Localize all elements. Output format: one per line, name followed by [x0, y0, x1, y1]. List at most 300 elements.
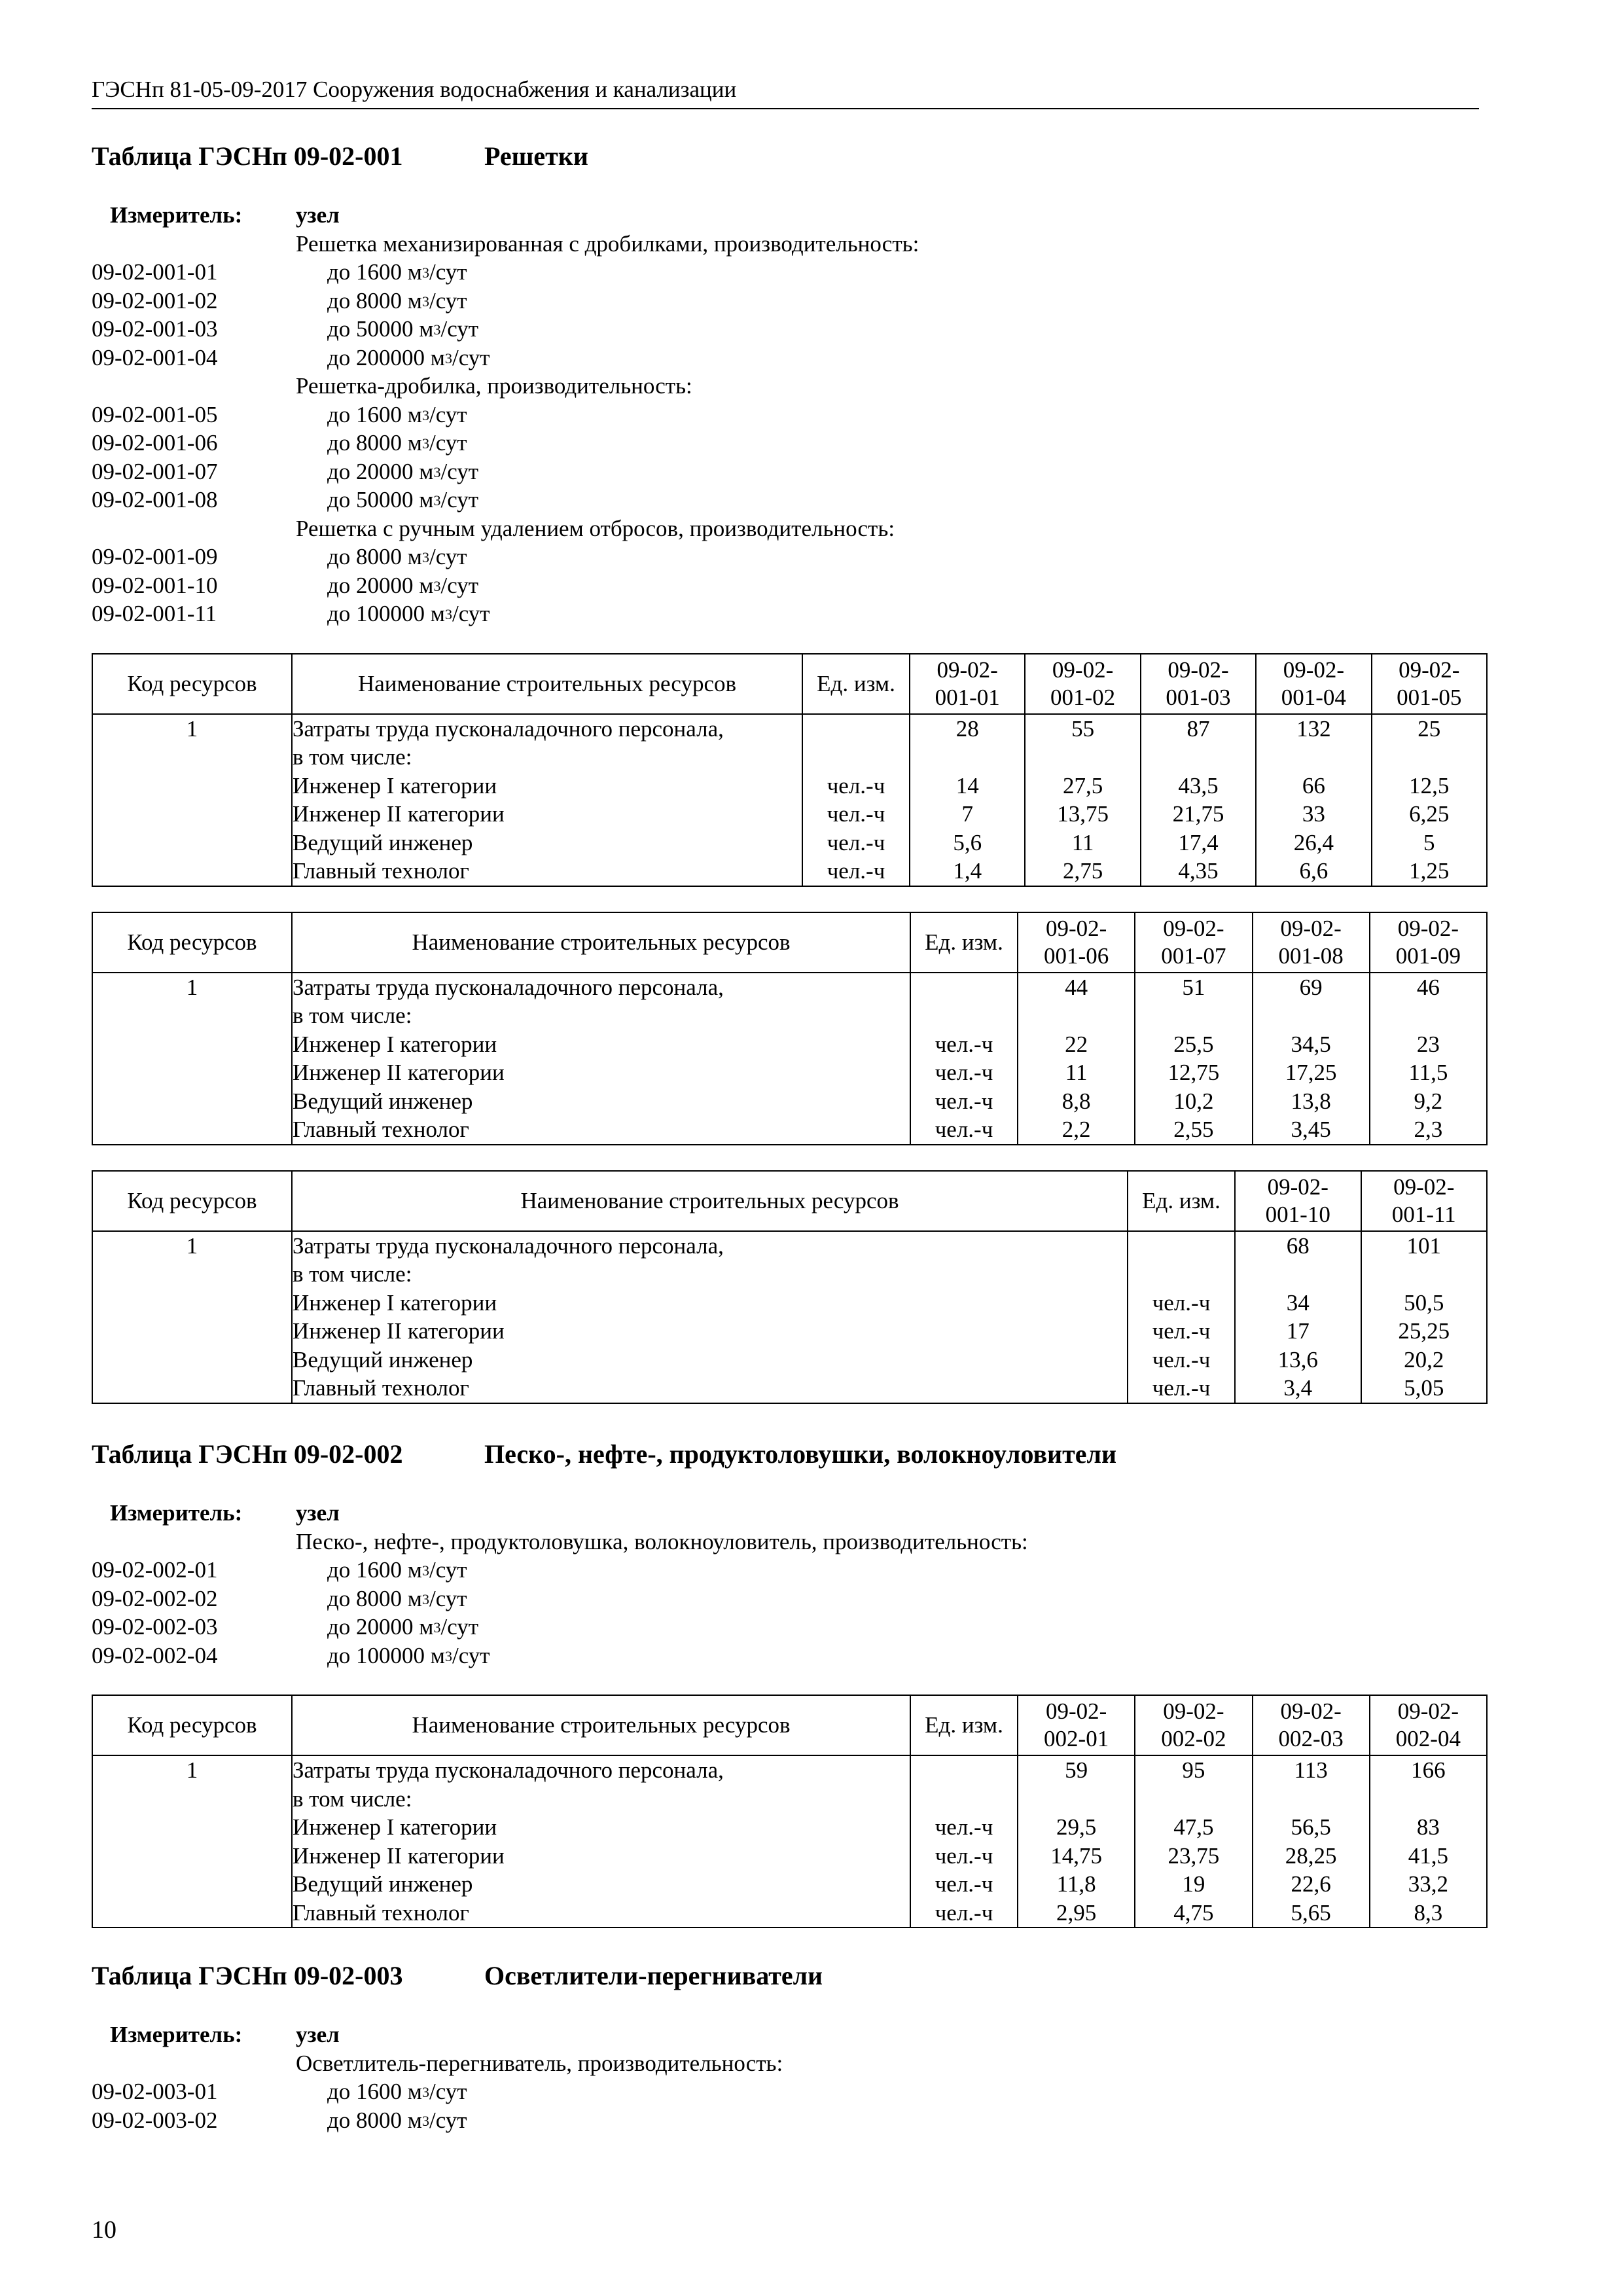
- header-norm-code: [1135, 1695, 1252, 1755]
- capacity-unit: /сут: [429, 401, 467, 427]
- resource-names-cell: [292, 1231, 1128, 1403]
- resource-name: Главный технолог: [293, 858, 469, 884]
- value-cell: 47,5: [1173, 1814, 1214, 1840]
- value-cell: 28,25: [1285, 1842, 1337, 1869]
- section-09-02-003: [92, 1960, 1479, 2134]
- resource-name: Главный технолог: [293, 1375, 469, 1401]
- value-cell: 44: [1065, 974, 1088, 1000]
- resource-name: Главный технолог: [293, 1117, 469, 1142]
- value-cell: 25: [1418, 715, 1441, 742]
- resource-unit: чел.-ч: [1152, 1346, 1211, 1372]
- resource-units-cell: [910, 1755, 1018, 1928]
- resource-code: 1: [186, 715, 198, 742]
- value-cell: 6,25: [1409, 801, 1450, 827]
- list-item: [92, 1556, 1479, 1585]
- list-item: [92, 258, 1479, 287]
- header-code: Код ресурсов: [92, 912, 292, 973]
- header-norm-code: [1372, 654, 1487, 714]
- resource-name: Затраты труда пусконаладочного персонала,: [293, 974, 724, 1000]
- item-code: 09-02-002-03: [92, 1614, 218, 1640]
- value-column: [1135, 1755, 1252, 1928]
- item-code: 09-02-002-01: [92, 1557, 218, 1583]
- capacity-unit: /сут: [440, 458, 479, 484]
- value-blank: [1018, 1001, 1134, 1030]
- value-cell: 25,5: [1173, 1031, 1214, 1057]
- norm-code-line2: 001-07: [1161, 942, 1226, 969]
- capacity-unit: /сут: [452, 1642, 490, 1668]
- value-cell: 13,75: [1057, 801, 1109, 827]
- resource-name: Инженер II категории: [293, 1060, 505, 1085]
- capacity-text: до 8000 м: [327, 1585, 422, 1611]
- table-number: Таблица ГЭСНп 09-02-003: [92, 1961, 403, 1990]
- item-code: 09-02-001-11: [92, 601, 217, 626]
- norm-code-line1: 09-02-: [1163, 915, 1224, 941]
- list-item: [92, 344, 1479, 372]
- value-cell: 5,65: [1291, 1899, 1331, 1926]
- norm-code-line1: 09-02-: [1393, 1174, 1455, 1200]
- meter-row: [92, 201, 1479, 230]
- list-item: [92, 1585, 1479, 1613]
- capacity-text: до 50000 м: [327, 487, 434, 512]
- resource-unit: чел.-ч: [827, 801, 885, 827]
- list-item: [92, 1641, 1479, 1670]
- group-heading: Осветлитель-перегниватель, производительность:: [296, 2050, 783, 2076]
- item-code: 09-02-003-02: [92, 2107, 218, 2133]
- item-capacity: [327, 543, 467, 571]
- list-item: [92, 543, 1479, 571]
- item-capacity: [327, 2077, 467, 2106]
- capacity-text: до 20000 м: [327, 572, 434, 598]
- capacity-unit: /сут: [452, 344, 490, 370]
- resource-unit: чел.-ч: [935, 1871, 993, 1897]
- resource-unit: [1128, 1232, 1234, 1261]
- norm-code-line2: 001-03: [1166, 684, 1231, 710]
- value-cell: 34: [1286, 1289, 1310, 1316]
- resource-table: [92, 1170, 1488, 1404]
- resource-unit: чел.-ч: [827, 829, 885, 855]
- capacity-sup: 3: [433, 321, 441, 338]
- value-cell: 11: [1071, 829, 1094, 855]
- resource-table: [92, 1695, 1488, 1928]
- value-cell: 28: [955, 715, 979, 742]
- header-unit: Ед. изм.: [802, 654, 910, 714]
- resource-name: Ведущий инженер: [293, 1871, 473, 1897]
- value-cell: 27,5: [1062, 772, 1103, 798]
- resource-names-cell: [292, 1755, 910, 1928]
- item-capacity: [327, 2106, 467, 2135]
- header-norm-code: [1235, 1171, 1361, 1231]
- value-cell: 22: [1065, 1031, 1088, 1057]
- value-cell: 13,8: [1291, 1088, 1331, 1114]
- item-code: 09-02-001-04: [92, 344, 218, 370]
- capacity-sup: 3: [444, 1647, 452, 1664]
- resource-code: 1: [186, 1757, 198, 1783]
- capacity-unit: /сут: [452, 601, 490, 626]
- norm-code-line1: 09-02-: [1280, 1698, 1342, 1724]
- resource-unit: [911, 1785, 1017, 1814]
- item-code: 09-02-001-05: [92, 401, 218, 427]
- value-column: [1256, 714, 1371, 886]
- capacity-unit: /сут: [429, 544, 467, 569]
- section-title: [92, 141, 1479, 172]
- item-code: 09-02-003-01: [92, 2079, 218, 2104]
- resource-unit: чел.-ч: [935, 1814, 993, 1840]
- capacity-sup: 3: [433, 492, 441, 509]
- norm-code-line1: 09-02-: [1045, 1698, 1107, 1724]
- item-capacity: [327, 600, 490, 628]
- resource-unit: чел.-ч: [935, 1031, 993, 1057]
- value-column: [1253, 973, 1370, 1145]
- value-cell: 41,5: [1408, 1842, 1448, 1869]
- section-title: [92, 1439, 1479, 1470]
- resource-name: Инженер I категории: [293, 1814, 497, 1840]
- resource-unit: [911, 1756, 1017, 1785]
- value-cell: 4,35: [1178, 858, 1219, 884]
- meter-value: узел: [296, 1500, 340, 1526]
- value-cell: 1,4: [953, 858, 982, 884]
- value-cell: 46: [1416, 974, 1440, 1000]
- capacity-text: до 8000 м: [327, 430, 422, 456]
- header-norm-code: [1253, 912, 1370, 973]
- item-capacity: [327, 287, 467, 315]
- item-capacity: [327, 401, 467, 429]
- value-cell: 12,75: [1168, 1060, 1220, 1085]
- value-blank: [1372, 743, 1486, 772]
- resource-unit: чел.-ч: [935, 1899, 993, 1926]
- value-cell: 10,2: [1173, 1088, 1214, 1114]
- capacity-text: до 100000 м: [327, 601, 445, 626]
- item-code: 09-02-001-02: [92, 287, 218, 314]
- resource-unit: чел.-ч: [827, 858, 885, 884]
- header-unit: Ед. изм.: [1128, 1171, 1235, 1231]
- value-column: [1370, 1755, 1487, 1928]
- header-norm-code: [1018, 912, 1135, 973]
- resource-name: Инженер II категории: [293, 801, 505, 827]
- value-blank: [1362, 1260, 1487, 1289]
- value-cell: 5,6: [953, 829, 982, 855]
- item-capacity: [327, 1556, 467, 1585]
- item-code: 09-02-001-09: [92, 544, 218, 569]
- norm-code-line1: 09-02-: [1163, 1698, 1224, 1724]
- capacity-text: до 100000 м: [327, 1642, 445, 1668]
- table-row: [92, 714, 1487, 886]
- resource-code-cell: [92, 1755, 292, 1928]
- norm-code-line2: 001-04: [1281, 684, 1346, 710]
- resource-units-cell: [1128, 1231, 1235, 1403]
- list-item: [92, 315, 1479, 344]
- meter-value: узел: [296, 2022, 340, 2047]
- item-capacity: [327, 315, 478, 344]
- resource-code: 1: [186, 1232, 198, 1259]
- item-capacity: [327, 486, 478, 514]
- meter-value: узел: [296, 202, 340, 228]
- page-number: 10: [92, 2216, 116, 2244]
- capacity-text: до 20000 м: [327, 1614, 434, 1640]
- header-unit: Ед. изм.: [910, 912, 1018, 973]
- value-cell: 51: [1182, 974, 1205, 1000]
- resource-name: Инженер I категории: [293, 1289, 497, 1316]
- resource-name: в том числе:: [293, 1003, 412, 1028]
- norm-code-line2: 002-03: [1278, 1726, 1344, 1751]
- list-item: [92, 1613, 1479, 1641]
- value-cell: 2,3: [1414, 1117, 1443, 1142]
- item-capacity: [327, 457, 478, 486]
- group-heading-row: [92, 230, 1479, 259]
- resource-unit: [1128, 1260, 1234, 1289]
- capacity-text: до 50000 м: [327, 316, 434, 342]
- norm-code-line2: 002-04: [1395, 1726, 1461, 1751]
- resource-name: Главный технолог: [293, 1899, 469, 1926]
- meter-block: [92, 1499, 1479, 1670]
- header-rule: [92, 108, 1479, 109]
- capacity-sup: 3: [421, 435, 429, 452]
- norm-code-line2: 002-01: [1044, 1726, 1109, 1751]
- resource-unit: чел.-ч: [827, 772, 885, 798]
- value-cell: 1,25: [1409, 858, 1450, 884]
- value-cell: 22,6: [1291, 1871, 1331, 1897]
- value-cell: 2,2: [1061, 1117, 1091, 1142]
- value-cell: 20,2: [1404, 1346, 1444, 1372]
- value-blank: [1018, 1785, 1134, 1814]
- resource-code-cell: [92, 1231, 292, 1403]
- capacity-text: до 8000 м: [327, 2107, 422, 2133]
- value-cell: 8,3: [1414, 1899, 1443, 1926]
- list-item: [92, 457, 1479, 486]
- item-code: 09-02-002-02: [92, 1585, 218, 1611]
- resource-name: Инженер I категории: [293, 772, 497, 798]
- value-column: [1370, 973, 1487, 1145]
- value-blank: [1135, 1785, 1251, 1814]
- value-column: [1135, 973, 1252, 1145]
- value-cell: 43,5: [1178, 772, 1219, 798]
- value-column: [1018, 973, 1135, 1145]
- resource-unit: чел.-ч: [1152, 1375, 1211, 1401]
- resource-name: Инженер II категории: [293, 1318, 505, 1344]
- resource-name: Затраты труда пусконаладочного персонала,: [293, 1232, 724, 1259]
- resource-unit: чел.-ч: [1152, 1289, 1211, 1316]
- value-blank: [1141, 743, 1255, 772]
- header-norm-code: [1135, 912, 1252, 973]
- header-name: Наименование строительных ресурсов: [292, 654, 802, 714]
- header-code: Код ресурсов: [92, 654, 292, 714]
- section-title: [92, 1960, 1479, 1992]
- capacity-sup: 3: [433, 577, 441, 594]
- value-cell: 2,75: [1062, 858, 1103, 884]
- value-cell: 25,25: [1398, 1318, 1450, 1344]
- meter-row: [92, 1499, 1479, 1528]
- group-heading-row: [92, 514, 1479, 543]
- capacity-unit: /сут: [440, 572, 479, 598]
- resource-name: Инженер I категории: [293, 1031, 497, 1057]
- list-item: [92, 2106, 1479, 2135]
- value-cell: 21,75: [1172, 801, 1224, 827]
- value-cell: 6,6: [1299, 858, 1329, 884]
- value-cell: 11,5: [1408, 1060, 1448, 1085]
- resource-table: [92, 912, 1488, 1145]
- item-capacity: [327, 1641, 490, 1670]
- value-cell: 101: [1406, 1232, 1441, 1259]
- value-blank: [910, 743, 1024, 772]
- header-norm-code: [1018, 1695, 1135, 1755]
- capacity-sup: 3: [421, 293, 429, 310]
- value-blank: [1236, 1260, 1361, 1289]
- capacity-unit: /сут: [429, 1585, 467, 1611]
- table-row: [92, 973, 1487, 1145]
- capacity-unit: /сут: [429, 287, 467, 314]
- section-09-02-001: [92, 141, 1479, 1404]
- value-cell: 12,5: [1409, 772, 1450, 798]
- capacity-text: до 8000 м: [327, 544, 422, 569]
- value-blank: [1253, 1001, 1369, 1030]
- capacity-unit: /сут: [429, 1557, 467, 1583]
- value-blank: [1026, 743, 1139, 772]
- value-cell: 69: [1299, 974, 1323, 1000]
- value-cell: 113: [1294, 1757, 1328, 1783]
- value-cell: 83: [1416, 1814, 1440, 1840]
- table-number: Таблица ГЭСНп 09-02-002: [92, 1439, 403, 1469]
- table-row: [92, 1755, 1487, 1928]
- value-blank: [1257, 743, 1370, 772]
- value-cell: 87: [1186, 715, 1210, 742]
- norm-code-line2: 001-02: [1050, 684, 1116, 710]
- norm-code-line1: 09-02-: [1283, 656, 1345, 683]
- capacity-text: до 8000 м: [327, 287, 422, 314]
- item-capacity: [327, 344, 490, 372]
- value-column: [1361, 1231, 1488, 1403]
- header-norm-code: [1370, 1695, 1487, 1755]
- value-cell: 11: [1065, 1060, 1088, 1085]
- meter-block: [92, 2020, 1479, 2134]
- item-capacity: [327, 571, 478, 600]
- value-cell: 29,5: [1056, 1814, 1097, 1840]
- capacity-text: до 200000 м: [327, 344, 445, 370]
- list-item: [92, 2077, 1479, 2106]
- resource-unit: чел.-ч: [1152, 1318, 1211, 1344]
- list-item: [92, 571, 1479, 600]
- capacity-sup: 3: [421, 2112, 429, 2129]
- norm-code-line1: 09-02-: [1280, 915, 1342, 941]
- list-item: [92, 287, 1479, 315]
- resource-unit: чел.-ч: [935, 1842, 993, 1869]
- value-cell: 33,2: [1408, 1871, 1448, 1897]
- item-code: 09-02-001-06: [92, 430, 218, 456]
- value-cell: 2,55: [1173, 1117, 1214, 1142]
- item-code: 09-02-001-07: [92, 458, 218, 484]
- header-name: Наименование строительных ресурсов: [292, 1695, 910, 1755]
- group-heading: Решетка-дробилка, производительность:: [296, 373, 692, 399]
- header-norm-code: [910, 654, 1025, 714]
- value-blank: [1253, 1785, 1369, 1814]
- capacity-sup: 3: [421, 406, 429, 423]
- capacity-sup: 3: [421, 2084, 429, 2100]
- resource-units-cell: [802, 714, 910, 886]
- resource-name: в том числе:: [293, 1785, 412, 1812]
- capacity-unit: /сут: [440, 487, 479, 512]
- value-cell: 17: [1286, 1318, 1310, 1344]
- norm-code-line1: 09-02-: [1267, 1174, 1329, 1200]
- item-capacity: [327, 258, 467, 287]
- capacity-unit: /сут: [429, 259, 467, 285]
- norm-code-line1: 09-02-: [1397, 1698, 1459, 1724]
- group-heading: Решетка механизированная с дробилками, производительность:: [296, 230, 919, 257]
- value-cell: 95: [1182, 1757, 1205, 1783]
- group-heading-row: [92, 1528, 1479, 1556]
- section-09-02-002: [92, 1439, 1479, 1928]
- resource-unit: [911, 1001, 1017, 1030]
- resource-unit: чел.-ч: [935, 1117, 993, 1142]
- value-column: [1141, 714, 1256, 886]
- capacity-sup: 3: [421, 1562, 429, 1579]
- value-blank: [1370, 1785, 1486, 1814]
- resource-name: Ведущий инженер: [293, 1088, 473, 1114]
- value-cell: 56,5: [1291, 1814, 1331, 1840]
- group-heading: Решетка с ручным удалением отбросов, производительность:: [296, 515, 895, 541]
- resource-name: Инженер II категории: [293, 1842, 505, 1869]
- table-title: Решетки: [484, 141, 588, 171]
- value-cell: 13,6: [1277, 1346, 1318, 1372]
- capacity-sup: 3: [444, 350, 452, 367]
- value-cell: 34,5: [1291, 1031, 1331, 1057]
- value-cell: 166: [1411, 1757, 1446, 1783]
- value-cell: 17,4: [1178, 829, 1219, 855]
- norm-code-line1: 09-02-: [1168, 656, 1229, 683]
- value-cell: 19: [1182, 1871, 1205, 1897]
- norm-code-line2: 001-05: [1397, 684, 1462, 710]
- norm-code-line2: 001-06: [1044, 942, 1109, 969]
- resource-unit: чел.-ч: [935, 1060, 993, 1085]
- item-code: 09-02-002-04: [92, 1642, 218, 1668]
- value-cell: 23: [1416, 1031, 1440, 1057]
- value-cell: 4,75: [1173, 1899, 1214, 1926]
- meter-label: Измеритель:: [110, 1500, 243, 1526]
- value-cell: 3,4: [1283, 1375, 1313, 1401]
- value-cell: 9,2: [1414, 1088, 1443, 1114]
- resource-code-cell: [92, 973, 292, 1145]
- value-cell: 11,8: [1056, 1871, 1096, 1897]
- item-capacity: [327, 429, 467, 457]
- list-item: [92, 429, 1479, 457]
- capacity-unit: /сут: [440, 316, 479, 342]
- capacity-sup: 3: [444, 606, 452, 622]
- norm-code-line2: 001-01: [935, 684, 1000, 710]
- resource-table: [92, 653, 1488, 887]
- item-code: 09-02-001-10: [92, 572, 218, 598]
- capacity-unit: /сут: [429, 430, 467, 456]
- header-norm-code: [1361, 1171, 1488, 1231]
- value-cell: 14: [955, 772, 979, 798]
- group-heading-row: [92, 372, 1479, 401]
- value-cell: 8,8: [1061, 1088, 1091, 1114]
- meter-row: [92, 2020, 1479, 2049]
- capacity-sup: 3: [421, 1590, 429, 1607]
- meter-label: Измеритель:: [110, 202, 243, 228]
- header-code: Код ресурсов: [92, 1695, 292, 1755]
- norm-code-line1: 09-02-: [936, 656, 998, 683]
- capacity-text: до 20000 м: [327, 458, 434, 484]
- table-title: Осветлители-перегниватели: [484, 1961, 823, 1990]
- capacity-unit: /сут: [429, 2107, 467, 2133]
- value-cell: 17,25: [1285, 1060, 1337, 1085]
- page-header: ГЭСНп 81-05-09-2017 Сооружения водоснабжения и канализации: [92, 77, 737, 102]
- resource-units-cell: [910, 973, 1018, 1145]
- item-code: 09-02-001-03: [92, 316, 218, 342]
- value-cell: 50,5: [1404, 1289, 1444, 1316]
- meter-label: Измеритель:: [110, 2022, 243, 2047]
- table-number: Таблица ГЭСНп 09-02-001: [92, 141, 403, 171]
- resource-names-cell: [292, 714, 802, 886]
- capacity-text: до 1600 м: [327, 259, 422, 285]
- value-column: [1253, 1755, 1370, 1928]
